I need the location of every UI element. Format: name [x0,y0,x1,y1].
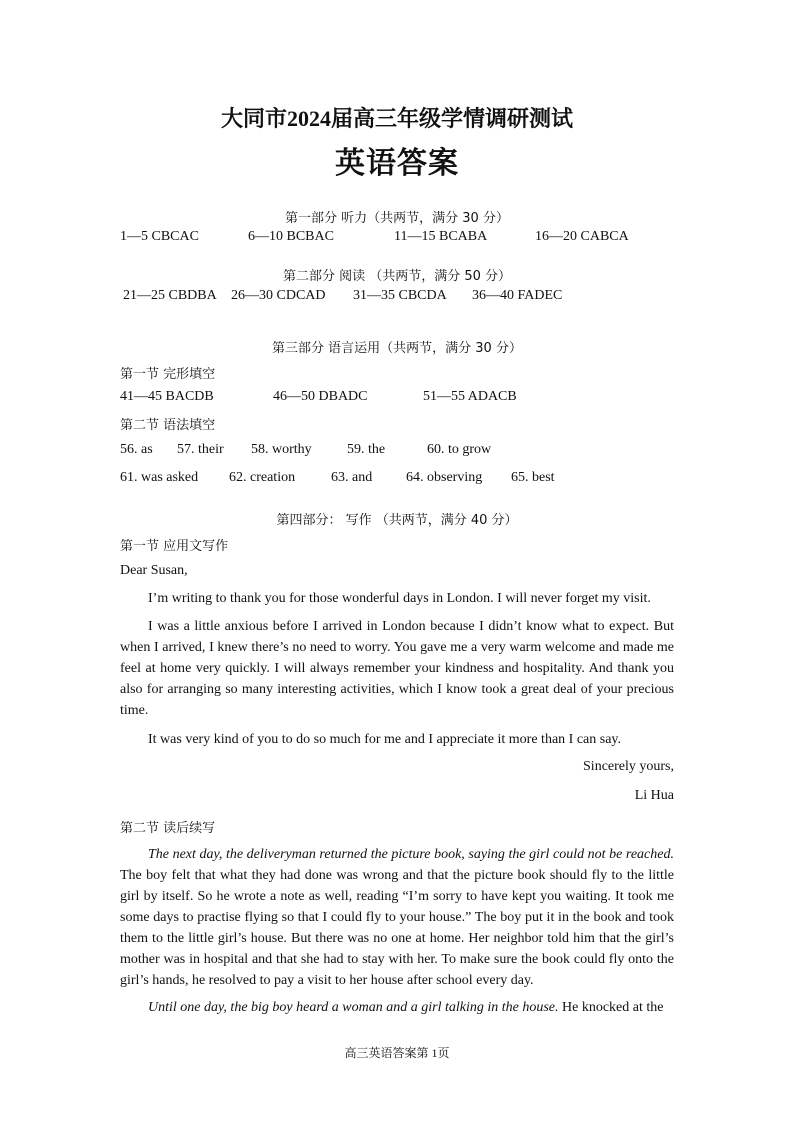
answer-group: 26—30 CDCAD [231,288,326,303]
document-title: 大同市2024届高三年级学情调研测试 [220,106,573,131]
letter-signature: Li Hua [634,788,674,803]
story-body: The boy felt that what they had done was wrong and that the picture book should fly to the little girl by itself. So he wrote a note as well, reading “I’m sorry to have kept you waiting. It took me some days to practise flying so that I could fly to your house.” The boy put it in the book and took them to the little girl’s house. But there was no one at home. Her neighbor told him that the girl’s mother was in hospital and that she had to stay with her. To make sure the book could fly onto the girl’s hands, he resolved to pay a visit to her house after school every day. [120,868,674,988]
part4-section2-label: 第二节 读后续写 [120,821,216,836]
grammar-answer: 65. best [511,470,555,485]
story-body: He knocked at the [558,1000,664,1015]
part4-heading: 第四部分： 写作 （共两节，满分 40 分） [276,513,518,528]
answer-group: 16—20 CABCA [535,229,629,244]
grammar-answer: 57. their [177,442,224,457]
letter-paragraph-3: It was very kind of you to do so much for me and I appreciate it more than I can say. [148,732,621,747]
answer-group: 31—35 CBCDA [353,288,447,303]
answer-group: 11—15 BCABA [394,229,488,244]
letter-salutation: Dear Susan, [120,563,188,578]
part1-heading: 第一部分 听力（共两节，满分 30 分） [285,211,509,226]
answer-group: 6—10 BCBAC [248,229,334,244]
page-footer: 高三英语答案第 1页 [344,1046,450,1060]
part4-section1-label: 第一节 应用文写作 [120,539,229,554]
letter-closing: Sincerely yours, [583,759,674,774]
answer-group: 36—40 FADEC [472,288,563,303]
answer-group: 46—50 DBADC [273,389,368,404]
story-start-sentence: Until one day, the big boy heard a woman and a girl talking in the house. [148,1000,559,1015]
part2-heading: 第二部分 阅读 （共两节，满分 50 分） [282,269,512,284]
letter-paragraph-1: I’m writing to thank you for those wonderful days in London. I will never forget my visit. [148,591,651,606]
grammar-answer: 61. was asked [120,470,199,485]
part3-section1-label: 第一节 完形填空 [120,367,216,382]
grammar-answer: 59. the [347,442,386,457]
grammar-answer: 64. observing [406,470,483,485]
grammar-answer: 62. creation [229,470,296,485]
answer-group: 51—55 ADACB [423,389,517,404]
part3-heading: 第三部分 语言运用（共两节，满分 30 分） [272,341,522,356]
continuation-paragraph-2 [120,997,674,1018]
letter-paragraph-2: I was a little anxious before I arrived in London because I didn’t know what to expect. But when I arrived, I knew there’s no need to worry. You gave me a very warm welcome and made me feel at home very quickly. I will always remember your kindness and hospitality. And thank you also for arranging so many interesting activities, which I know took a great deal of your precious time. [120,619,674,718]
grammar-answer: 60. to grow [427,442,492,457]
continuation-paragraph-1 [120,844,674,991]
grammar-answer: 56. as [120,442,153,457]
grammar-answer: 63. and [331,470,373,485]
answer-group: 21—25 CBDBA [123,288,217,303]
grammar-answer: 58. worthy [251,442,312,457]
answer-group: 41—45 BACDB [120,389,214,404]
part3-section2-label: 第二节 语法填空 [120,418,216,433]
story-start-sentence: The next day, the deliveryman returned the picture book, saying the girl could not be reached. [148,847,674,862]
document-subtitle: 英语答案 [335,146,459,181]
answer-group: 1—5 CBCAC [120,229,199,244]
